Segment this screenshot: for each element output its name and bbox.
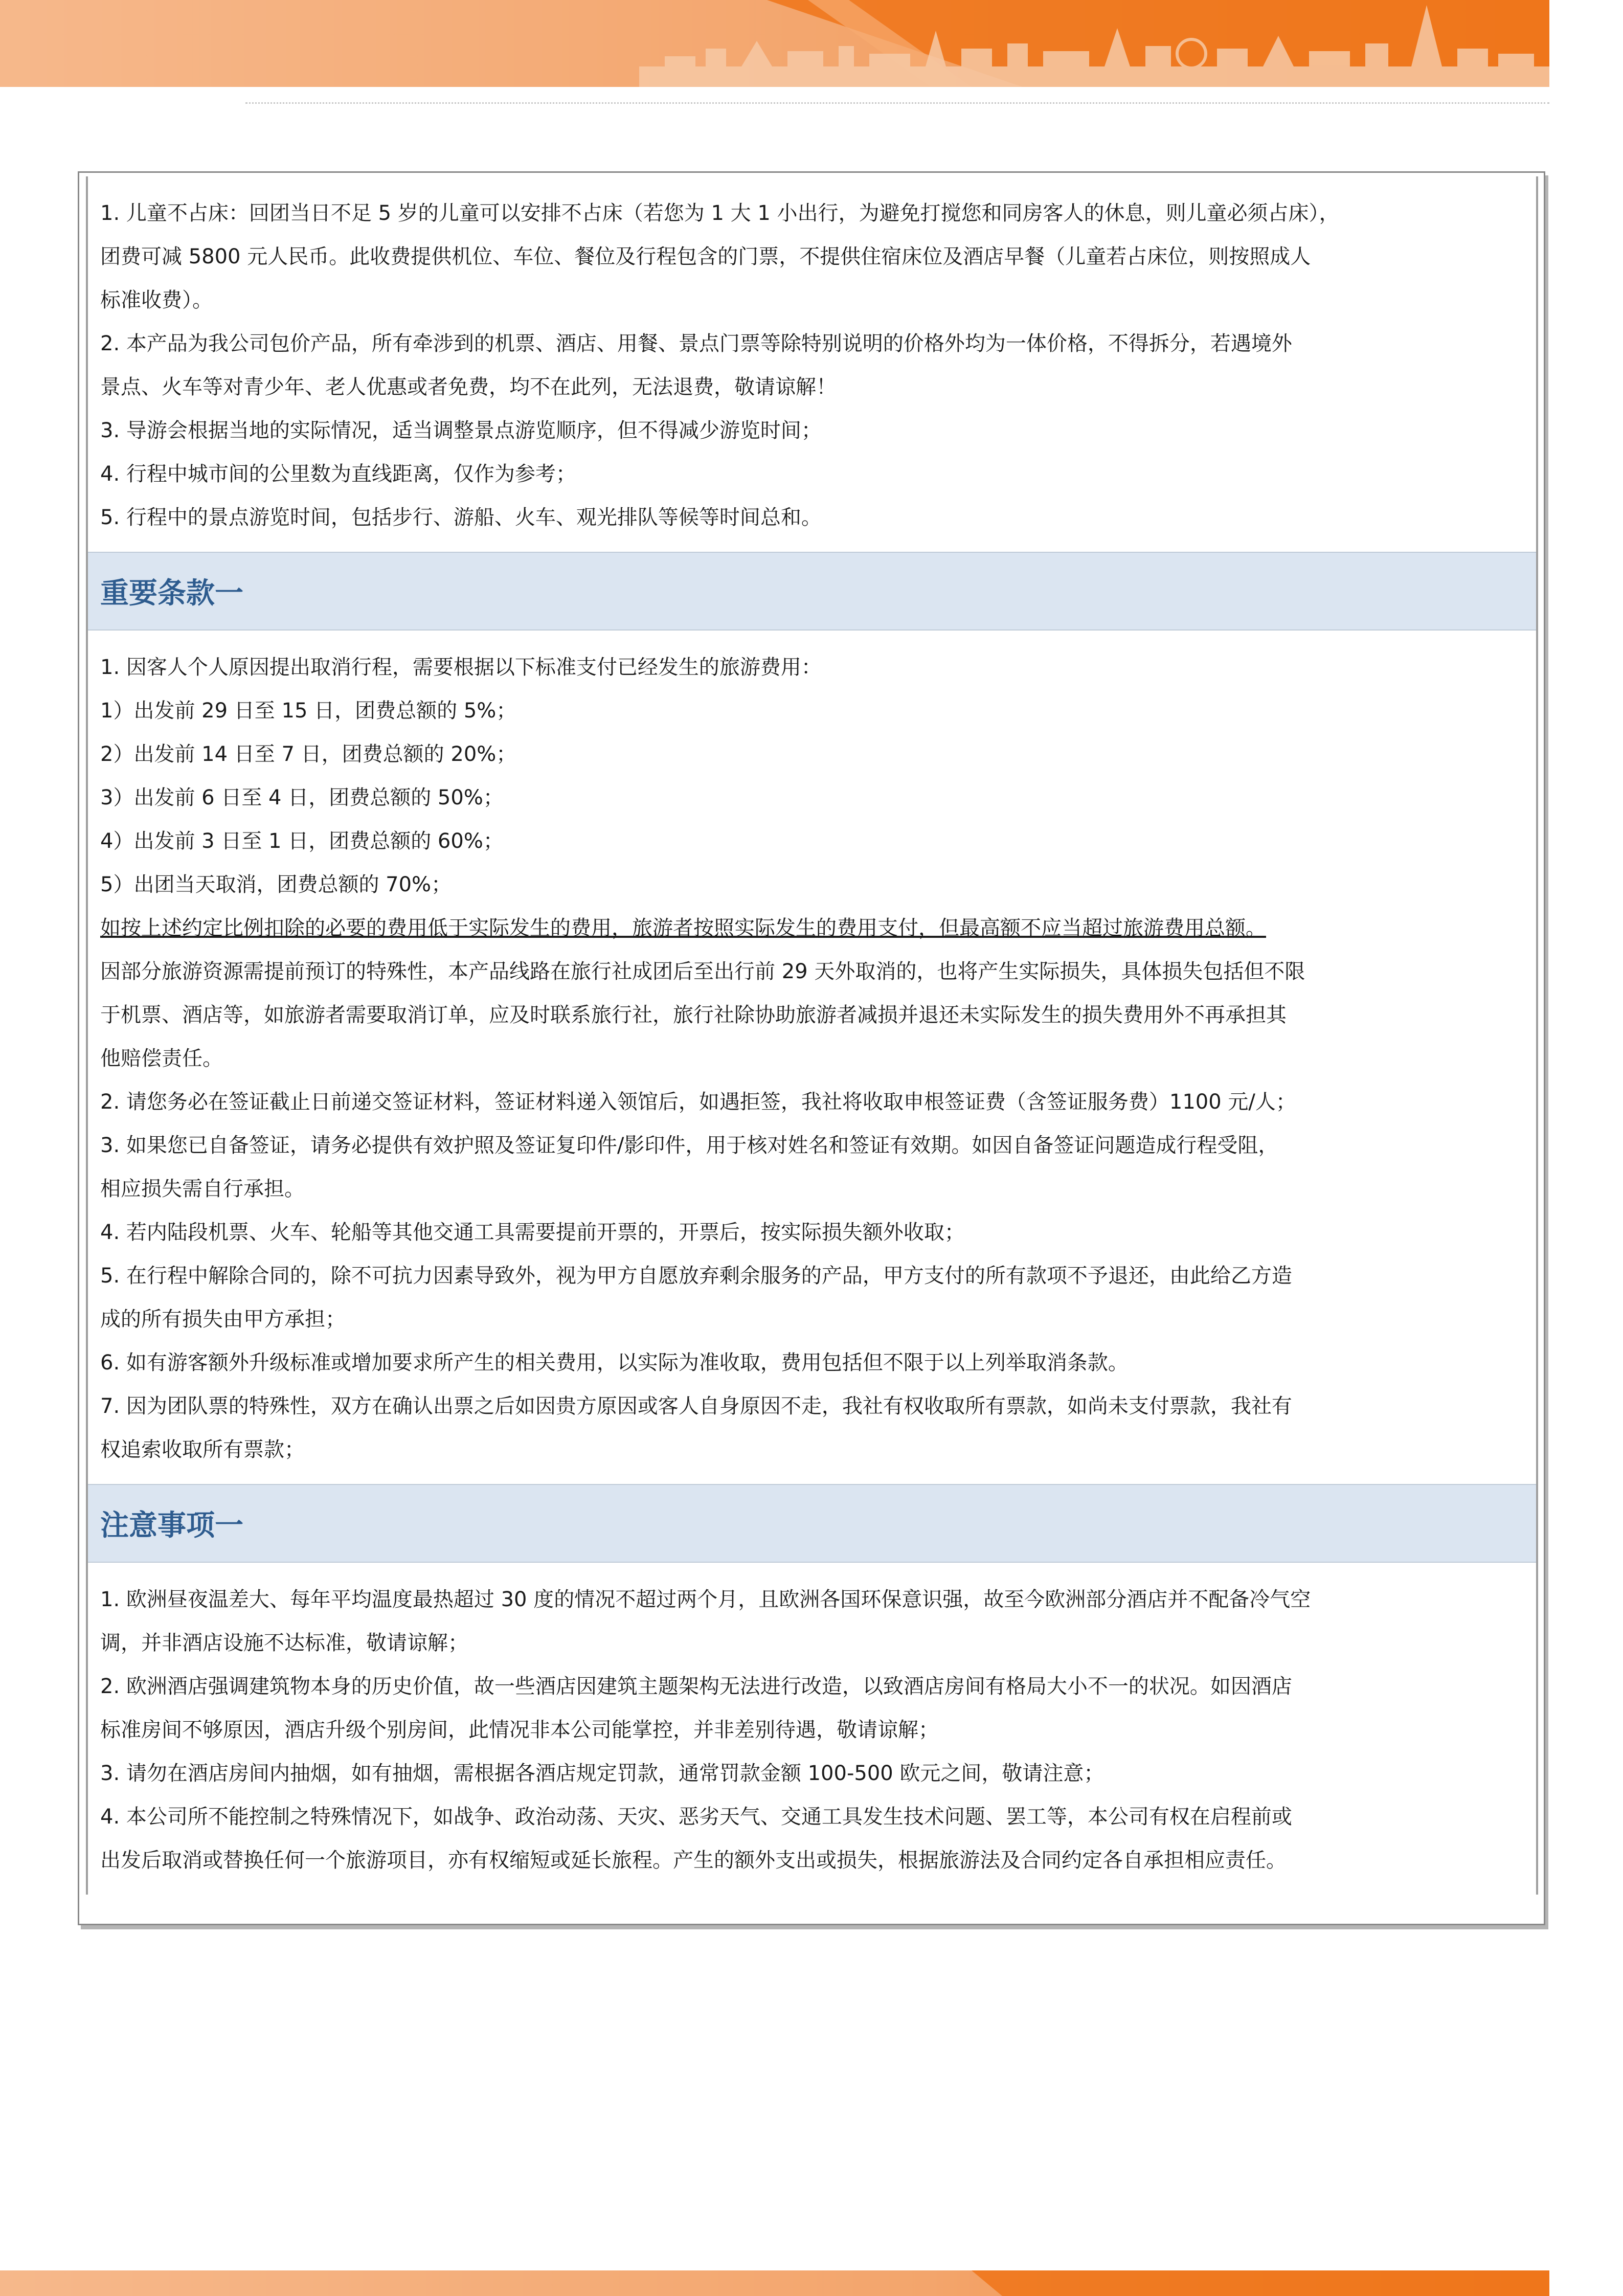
notice-line: 2. 欧洲酒店强调建筑物本身的历史价值，故一些酒店因建筑主题架构无法进行改造，以致酒店房间有格局大小不一的状况。如因酒店 (100, 1675, 1292, 1698)
notice-line: 出发后取消或替换任何一个旅游项目，亦有权缩短或延长旅程。产生的额外支出或损失，根据旅游法及合同约定各自承担相应责任。 (100, 1849, 1287, 1872)
terms-line: 相应损失需自行承担。 (100, 1177, 305, 1201)
notice-line: 调，并非酒店设施不达标准，敬请谅解； (100, 1631, 468, 1655)
header-banner (0, 0, 1549, 87)
section-header-notice (88, 1484, 1536, 1563)
important-terms-block (88, 631, 1536, 1484)
terms-line: 他赔偿责任。 (100, 1047, 223, 1070)
notes-line: 标准收费）。 (100, 288, 213, 312)
section-header-important-terms (88, 552, 1536, 631)
terms-line: 5）出团当天取消，团费总额的 70%； (100, 873, 452, 896)
section-title: 重要条款一 (100, 577, 243, 610)
header-divider (245, 102, 1549, 104)
notice-line: 标准房间不够原因，酒店升级个别房间，此情况非本公司能掌控，并非差别待遇，敬请谅解； (100, 1718, 939, 1742)
notes-line: 5. 行程中的景点游览时间，包括步行、游船、火车、观光排队等候等时间总和。 (100, 506, 822, 529)
content-panel (86, 176, 1538, 1895)
notes-line: 团费可减 5800 元人民币。此收费提供机位、车位、餐位及行程包含的门票，不提供住宿床位及酒店早餐（儿童若占床位，则按照成人 (100, 245, 1311, 268)
terms-line: 4）出发前 3 日至 1 日，团费总额的 60%； (100, 829, 504, 853)
terms-line: 2. 请您务必在签证截止日前递交签证材料，签证材料递入领馆后，如遇拒签，我社将收取申根签证费（含签证服务费）1100 元/人； (100, 1090, 1296, 1114)
notice-block (88, 1563, 1536, 1895)
terms-line: 4. 若内陆段机票、火车、轮船等其他交通工具需要提前开票的，开票后，按实际损失额外收取； (100, 1221, 965, 1244)
terms-line: 2）出发前 14 日至 7 日，团费总额的 20%； (100, 742, 517, 766)
terms-line: 7. 因为团队票的特殊性，双方在确认出票之后如因贵方原因或客人自身原因不走，我社有权收取所有票款，如尚未支付票款，我社有 (100, 1394, 1292, 1418)
section-title: 注意事项一 (100, 1509, 243, 1542)
terms-line: 1）出发前 29 日至 15 日，团费总额的 5%； (100, 699, 517, 723)
terms-line: 6. 如有游客额外升级标准或增加要求所产生的相关费用，以实际为准收取，费用包括但不限于以上列举取消条款。 (100, 1351, 1129, 1375)
notes-line: 3. 导游会根据当地的实际情况，适当调整景点游览顺序，但不得减少游览时间； (100, 419, 822, 442)
notice-line: 3. 请勿在酒店房间内抽烟，如有抽烟，需根据各酒店规定罚款，通常罚款金额 100-500 欧元之间，敬请注意； (100, 1762, 1104, 1785)
terms-line: 3. 如果您已自备签证，请务必提供有效护照及签证复印件/影印件，用于核对姓名和签证有效期。如因自备签证问题造成行程受阻， (100, 1134, 1279, 1157)
terms-line: 1. 因客人个人原因提出取消行程，需要根据以下标准支付已经发生的旅游费用： (100, 656, 822, 679)
terms-line: 因部分旅游资源需提前预订的特殊性，本产品线路在旅行社成团后至出行前 29 天外取消的，也将产生实际损失，具体损失包括但不限 (100, 960, 1305, 983)
terms-line: 3）出发前 6 日至 4 日，团费总额的 50%； (100, 786, 504, 809)
notes-block (88, 176, 1536, 552)
notice-line: 4. 本公司所不能控制之特殊情况下，如战争、政治动荡、天灾、恶劣天气、交通工具发生技术问题、罢工等，本公司有权在启程前或 (100, 1805, 1292, 1829)
terms-line: 5. 在行程中解除合同的，除不可抗力因素导致外，视为甲方自愿放弃剩余服务的产品，甲方支付的所有款项不予退还，由此给乙方造 (100, 1264, 1292, 1288)
notes-line: 景点、火车等对青少年、老人优惠或者免费，均不在此列，无法退费，敬请谅解！ (100, 375, 837, 399)
terms-line-underlined: 如按上述约定比例扣除的必要的费用低于实际发生的费用，旅游者按照实际发生的费用支付，但最高额不应当超过旅游费用总额。 (100, 916, 1266, 940)
terms-line: 权追索收取所有票款； (100, 1438, 305, 1461)
terms-line: 成的所有损失由甲方承担； (100, 1308, 346, 1331)
notes-line: 1. 儿童不占床：回团当日不足 5 岁的儿童可以安排不占床（若您为 1 大 1 小出行，为避免打搅您和同房客人的休息，则儿童必须占床）， (100, 201, 1340, 225)
notes-line: 2. 本产品为我公司包价产品，所有牵涉到的机票、酒店、用餐、景点门票等除特别说明的价格外均为一体价格，不得拆分，若遇境外 (100, 332, 1292, 355)
footer-banner (0, 2270, 1549, 2296)
notes-line: 4. 行程中城市间的公里数为直线距离，仅作为参考； (100, 462, 576, 486)
notice-line: 1. 欧洲昼夜温差大、每年平均温度最热超过 30 度的情况不超过两个月，且欧洲各国环保意识强，故至今欧洲部分酒店并不配备冷气空 (100, 1588, 1311, 1611)
terms-line: 于机票、酒店等，如旅游者需要取消订单，应及时联系旅行社，旅行社除协助旅游者减损并退还未实际发生的损失费用外不再承担其 (100, 1003, 1287, 1027)
